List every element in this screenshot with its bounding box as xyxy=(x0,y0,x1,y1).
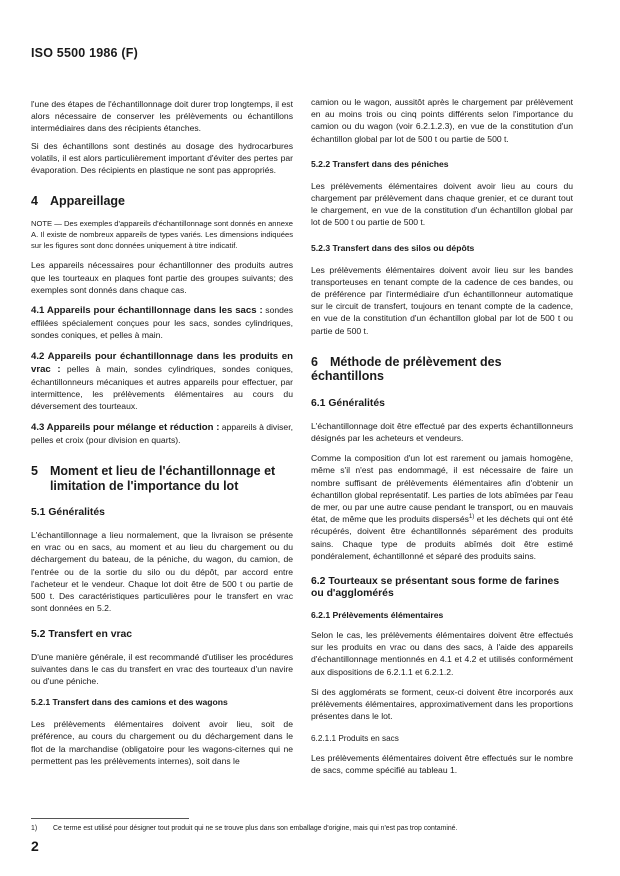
left-column xyxy=(31,98,293,767)
paragraph: Si des échantillons sont destinés au dosage des hydrocarbures volatils, il est alors particulièrement important d'éviter des pertes par évaporation. Des récipients en plastique ne sont pas appropriés. xyxy=(31,140,293,176)
section-5-heading: 5 Moment et lieu de l'échantillonnage et limitation de l'importance du lot xyxy=(31,464,276,493)
clause-4-3: 4.3 Appareils pour mélange et réduction : appareils à diviser, pelles et croix (pour division en quarts). xyxy=(31,421,293,445)
paragraph: Les prélèvements élémentaires doivent avoir lieu au cours du chargement par prélèvement dans chaque grenier, et ce durant tout le chargement, en vue de la constitution d'un échantillon global par lot de 500 t ou partie de 500 t. xyxy=(311,180,573,228)
right-column xyxy=(311,98,573,776)
footnote-rule xyxy=(31,818,189,819)
paragraph: D'une manière générale, il est recommandé d'utiliser les procédures suivantes dans le cas du transfert en vrac des tourteaux d'un navire ou d'une péniche. xyxy=(31,651,293,686)
section-4-heading: 4 Appareillage xyxy=(31,194,125,209)
clause-5-2-heading: 5.2 Transfert en vrac xyxy=(31,628,133,640)
note: NOTE — Des exemples d'appareils d'échantillonnage sont donnés en annexe A. Il existe de nombreux appareils de types variés. Les dimensions indiquées sur les figures sont donc données uniquement à titre indicatif. xyxy=(31,218,293,250)
footnote-reference: 1) xyxy=(468,514,475,521)
standard-header: ISO 5500 1986 (F) xyxy=(31,46,138,60)
clause-6-2-1-heading: 6.2.1 Prélèvements élémentaires xyxy=(311,610,444,621)
clause-4-2: 4.2 Appareils pour échantillonnage dans les produits en vrac : pelles à main, sondes cylindriques, sondes coniques, échantillonneurs mécaniques et autres appareils pour effectuer, par intermittence, les prélèvements élémentaires au cours du déversement des tourteaux. xyxy=(31,350,294,412)
paragraph: Selon le cas, les prélèvements élémentaires doivent être effectués sur les produits en vrac ou dans des sacs, à l'aide des appareils d'échantillonnage mentionnés en 4.1 et 4.2 et utilisés conformément aux dispositions de 6.2.1.1 et 6.2.1.2. xyxy=(311,630,573,677)
paragraph: Si des agglomérats se forment, ceux-ci doivent être incorporés aux prélèvements élémentaires, approximativement dans les proportions présentes dans le lot. xyxy=(311,686,573,722)
section-6-heading: 6 Méthode de prélèvement des échantillons xyxy=(311,354,502,384)
paragraph: camion ou le wagon, aussitôt après le chargement par prélèvement en au moins trois ou cinq points différents selon l'importance du camion ou du wagon (voir 6.2.1.2.3), en vue de la constitution d'un échantillon global par lot de 500 t ou partie de 500 t. xyxy=(311,97,573,144)
clause-5-2-3-heading: 5.2.3 Transfert dans des silos ou dépôts xyxy=(311,242,475,253)
page-number: 2 xyxy=(31,838,39,854)
paragraph: L'échantillonnage doit être effectué par des experts échantillonneurs désignés par les acheteurs et vendeurs. xyxy=(311,420,573,444)
clause-5-2-2-heading: 5.2.2 Transfert dans des péniches xyxy=(311,158,449,169)
paragraph: Les prélèvements élémentaires doivent être effectués sur le nombre de sacs, comme spécifié au tableau 1. xyxy=(311,752,573,775)
clause-5-2-1-heading: 5.2.1 Transfert dans des camions et des wagons xyxy=(31,697,228,708)
clause-6-1-heading: 6.1 Généralités xyxy=(311,397,385,409)
paragraph: Les prélèvements élémentaires doivent avoir lieu sur les bandes transporteuses en tenant compte de la cadence de ces bandes, ou de préférence par l'intermédiaire d'un échantillonneur automatique sur le circuit de transfert, toujours en tenant compte de la cadence, en vue de la constitution d'un échantillon global par lot de 500 t ou partie de 500 t. xyxy=(311,264,573,336)
footnote: 1) Ce terme est utilisé pour désigner tout produit qui ne se trouve plus dans son emballage d'origine, mais qui n'est pas trop contaminé. xyxy=(31,825,458,832)
clause-6-2-heading: 6.2 Tourteaux se présentant sous forme de farines ou d'agglomérés xyxy=(311,576,560,600)
paragraph: L'échantillonnage a lieu normalement, que la livraison se présente en vrac ou en sacs, au moment et au lieu du chargement ou du déchargement du bateau, de la péniche, du wagon, du camion, de l'entrée ou de la sortie du silo ou du dépôt, par accord entre l'acheteur et le vendeur. Chaque lot doit être de 500 t ou partie de 500 t. Des caractéristiques particulières pour le transfert en vrac sont données en 5.2. xyxy=(31,530,293,614)
clause-4-1: 4.1 Appareils pour échantillonnage dans les sacs : sondes effilées spécialement conçues pour les sacs, sondes cylindriques, sondes coniques, et pelles à main. xyxy=(31,305,293,341)
paragraph: Les prélèvements élémentaires doivent avoir lieu, soit de préférence, au cours du chargement ou du déchargement dans le flot de la marchandise (obligatoire pour les wagons-citernes qui ne permettent pas les prélèvements internes), soit dans le xyxy=(31,719,293,766)
clause-6-2-1-1-heading: 6.2.1.1 Produits en sacs xyxy=(311,733,399,743)
paragraph: l'une des étapes de l'échantillonnage doit durer trop longtemps, il est alors nécessaire de conserver les prélèvements ou échantillons intermédiaires dans des récipients étanches. xyxy=(31,99,293,134)
clause-5-1-heading: 5.1 Généralités xyxy=(31,507,105,519)
paragraph: Comme la composition d'un lot est rarement ou jamais homogène, même s'il n'est pas endommagé, il est nécessaire de faire un nombre suffisant de prélèvements élémentaires afin d'obtenir un échantillon global représentatif. Les parties de lots abîmées par l'eau de mer, ou par une autre cause pendant le transport, ou en mauvais état, de même que les produits dispersés$^{1)}$ et les déchets qui ont été récupérés, doivent être échantillonnés séparément des produits sains. Chaque type de produits abîmés doit être estimé pondéralement, échantillonné et séparé des produits sains. xyxy=(311,453,573,561)
paragraph: Les appareils nécessaires pour échantillonner des produits autres que les tourteaux en plaques font partie des groupes suivants; des exemples sont donnés dans chaque cas. xyxy=(31,260,293,295)
